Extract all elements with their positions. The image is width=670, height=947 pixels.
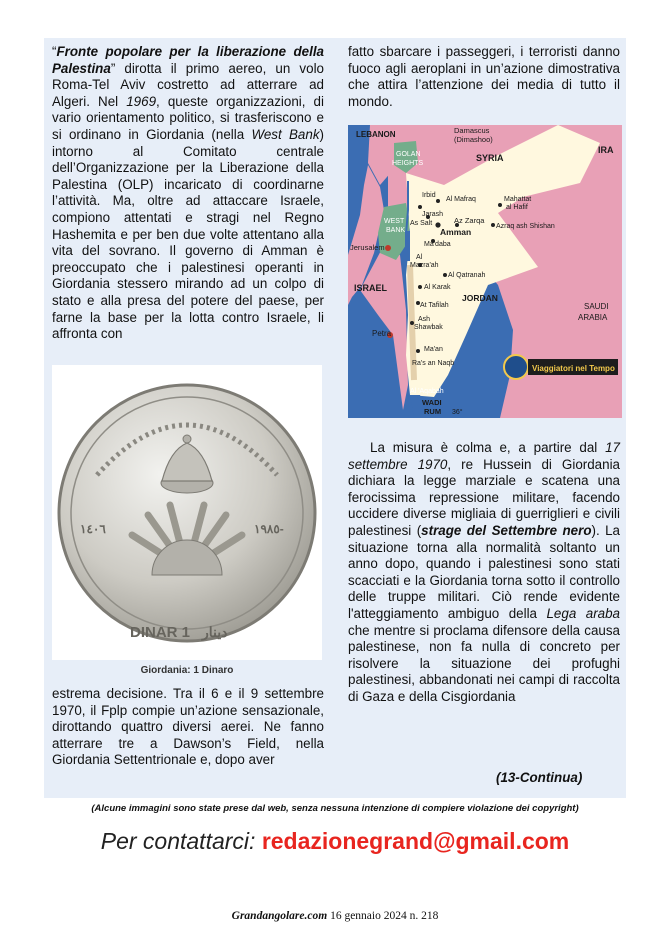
footer-site: Grandangolare.com <box>231 910 328 922</box>
map-label: ISRAEL <box>354 283 388 293</box>
map-label: ARABIA <box>578 313 608 322</box>
text-emphasis: Lega araba <box>546 605 620 621</box>
map-label: Azraq ash Shishan <box>496 223 555 230</box>
map-label: BANK <box>386 227 406 234</box>
coin-year-right: ١٩٨٥- <box>254 522 284 536</box>
map-label: Irbid <box>422 192 436 199</box>
map-label: LEBANON <box>356 130 396 139</box>
map-label: 36° <box>452 409 463 416</box>
page-footer <box>0 910 670 922</box>
map-label: As Salt <box>410 220 433 227</box>
map-label: Al <box>416 254 423 261</box>
map-label: Petra <box>372 329 392 338</box>
map-label: SAUDI <box>584 302 609 311</box>
text: ” dirotta il primo aereo, un volo Roma-Tel Aviv costretto ad atterrare ad Algeri. Nel <box>52 60 324 109</box>
map-label: Mazra'ah <box>410 262 439 269</box>
text-emphasis: 17 settembre 1970 <box>348 440 620 472</box>
map-label: al Hafif <box>506 204 528 211</box>
map-label: Ma'an <box>424 346 443 353</box>
text: estrema decisione. Tra il 6 e il 9 settembre 1970, il Fplp compie un’azione sensazionale, dirottando quattro diversi aerei. Ne fanno atterrare tre a Dawson’s Field, nella Giordania Settentrionale e, dopo aver <box>52 686 324 768</box>
map-label: Ra's an Naqb <box>412 360 455 367</box>
article-column-4 <box>348 440 620 706</box>
map-label: At Tafilah <box>420 302 449 309</box>
contact-label: Per contattarci: <box>100 828 256 854</box>
continua-label: (13-Continua) <box>496 770 583 785</box>
footer-issue: 16 gennaio 2024 n. 218 <box>327 910 439 922</box>
map-label: JORDAN <box>462 293 498 303</box>
map-label: Al 'Aqabah <box>410 388 444 395</box>
text: ) intorno al Comitato centrale dell’Organizzazione per la Liberazione della Palestina (OLP) incaricato di coordinarne l’attività. Ma, oltre ad attaccare Israele, compiono attentati e stragi nel Regno Hashemita e per ben due volte attentano alla vita del sovrano. Il governo di Amman è preoccupato che i palestinesi operanti in Giordania stessero mirando ad un colpo di stato e alla presa del potere del paese, per farne la base per la lotta contro Israele, li affronta con <box>52 126 324 342</box>
text-emphasis: West Bank <box>251 126 320 142</box>
map-label: Jerusalem <box>350 243 385 252</box>
map-label: WADI <box>422 398 442 407</box>
coin-year-left: ١٤٠٦ <box>80 522 106 536</box>
text: , re Hussein di Giordania dichiara la legge marziale e scatena una ferocissima repressione militare, facendo uccidere diverse migliaia di guerriglieri e civili palestinesi ( <box>348 456 620 538</box>
article-column-3 <box>52 686 324 769</box>
article-column-2 <box>348 44 620 110</box>
coin-caption: Giordania: 1 Dinaro <box>140 665 234 676</box>
map-label: Al Qatranah <box>448 272 486 279</box>
map-label: Ma'daba <box>424 241 451 248</box>
text: ). La situazione torna alla normalità soltanto un anno dopo, quando i palestinesi sono stati scacciati e la Giordania torna sotto il controllo delle truppe militari. Ciò rende evidente l'atteggiamento ambiguo della <box>348 522 621 621</box>
map-label: Al Mafraq <box>446 196 476 203</box>
map-label: Mahattat <box>504 196 532 203</box>
map-label: Jarash <box>422 211 444 218</box>
text-emphasis: strage del Settembre nero <box>421 522 592 538</box>
text: , queste organizzazioni, di vario orientamento politico, si trasferiscono e si ordinano in Giordania (nella <box>52 93 324 142</box>
map-label: HEIGHTS <box>392 160 424 167</box>
text-emphasis: 1969 <box>126 93 157 109</box>
logo-text: Viaggiatori nel Tempo <box>532 364 615 373</box>
text-emphasis: Fronte popolare per la liberazione della Palestina <box>52 44 324 76</box>
article-column-1 <box>52 44 324 343</box>
map-label: Al Karak <box>424 284 451 291</box>
text: “ <box>52 44 57 59</box>
map-label: WEST <box>384 218 405 225</box>
coin-photo <box>52 365 322 660</box>
text: che mentre si proclama difensore della causa palestinese, non fa nulla di concreto per risolvere la situazione dei profughi palestinesi, abbandonati nei campi di raccolta di Gaza e della Cisgiordania <box>348 622 620 704</box>
map-label: RUM <box>424 407 442 416</box>
contact-line <box>0 828 670 855</box>
jordan-map <box>348 125 622 418</box>
map-label: SYRIA <box>476 153 504 163</box>
map-label: IRA <box>598 145 614 155</box>
map-label: Damascus <box>454 126 490 135</box>
copyright-note: (Alcune immagini sono state prese dal web, senza nessuna intenzione di compiere violazione dei copyright) <box>91 803 579 814</box>
map-label: Ash <box>418 316 431 323</box>
contact-email-link[interactable]: redazionegrand@gmail.com <box>261 828 570 854</box>
map-label: GOLAN <box>396 151 421 158</box>
coin-arabic: دينار <box>202 624 228 640</box>
coin-denomination: DINAR 1 <box>130 624 191 641</box>
text: fatto sbarcare i passeggeri, i terroristi danno fuoco agli aeroplani in un’azione dimostrativa che attira l’attenzione dei media di tutto il mondo. <box>348 44 620 109</box>
map-label: Shawbak <box>414 324 443 331</box>
map-label: (Dimashoo) <box>454 135 493 144</box>
map-label: Amman <box>440 227 472 237</box>
map-label: Az Zarqa <box>454 216 485 225</box>
text: La misura è colma e, a partire dal <box>370 440 606 455</box>
